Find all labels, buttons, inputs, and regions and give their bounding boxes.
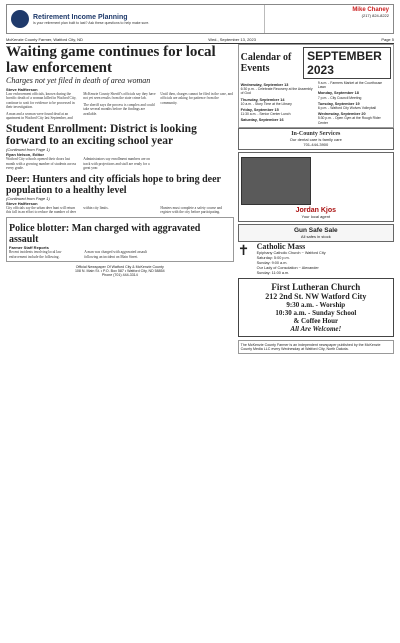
newspaper-footer bbox=[6, 265, 234, 277]
calendar-text: 7 p.m. - City Council Meeting bbox=[317, 95, 362, 100]
agent-ad-line: Your local agent bbox=[301, 213, 331, 219]
calendar-of-events bbox=[238, 44, 394, 128]
masthead-left: McKenzie County Farmer, Watford City, ND bbox=[6, 37, 83, 42]
right-column bbox=[238, 44, 394, 354]
police-body bbox=[9, 250, 231, 259]
catholic-line: Saturday: 5:00 p.m. bbox=[256, 255, 290, 260]
gun-safe-ad[interactable] bbox=[238, 224, 394, 242]
retirement-ad-title: Retirement Income Planning bbox=[33, 13, 128, 21]
church-address: 212 2nd St. NW Watford City bbox=[265, 291, 367, 301]
calendar-text: 6:30 p.m. - Celebrate Recovery at the Assembly of God bbox=[240, 87, 313, 96]
calendar-text: 10 a.m. - Story Time at the Library bbox=[240, 101, 292, 106]
retirement-ad-banner[interactable] bbox=[6, 4, 394, 34]
church-time: 9:30 a.m. - Worship bbox=[286, 300, 346, 309]
gun-ad-line: All safes in stock bbox=[300, 233, 331, 239]
agent-ad-name: Jordan Kjos bbox=[295, 206, 337, 214]
catholic-mass-listing bbox=[238, 242, 394, 276]
calendar-date: Thursday, September 14 bbox=[240, 97, 285, 102]
education-paragraph: Watford City schools opened their doors last month with a growing number of students across every grade. bbox=[6, 157, 77, 171]
retirement-ad-subtitle: Is your retirement plan built to last? Ask these questions to help make sure. bbox=[33, 20, 150, 25]
education-byline: Ryan Nelson, Editor bbox=[6, 152, 45, 158]
lead-subhead: Charges not yet filed in death of area woman bbox=[6, 76, 151, 85]
calendar-entry bbox=[241, 83, 314, 96]
church-tagline: All Are Welcome! bbox=[290, 324, 342, 333]
education-headline: Student Enrollment: District is looking forward to an exciting school year bbox=[6, 123, 197, 148]
lead-paragraph: The sheriff says the process is complex and could take several months before the findings are available. bbox=[83, 102, 155, 116]
calendar-month: SEPTEMBER 2023 bbox=[303, 47, 391, 79]
publisher-info: The McKenzie County Farmer is an independent newspaper published by the McKenzie County Media LLC every Wednesday at Watford City, North Dakota. bbox=[238, 340, 394, 354]
dental-ad[interactable] bbox=[238, 128, 394, 150]
calendar-text: 11:30 a.m. - Senior Center Lunch bbox=[240, 112, 291, 117]
calendar-entry bbox=[241, 98, 314, 106]
lead-paragraph: Law enforcement officials, known during the horrific death of a woman killed in Watford City, continue to wait for evidence to be processed in their investigation. bbox=[6, 92, 77, 110]
agent-ad[interactable] bbox=[238, 152, 394, 222]
deer-paragraph: City officials say the urban deer hunt will return this fall in an effort to reduce the number of deer within city limits. bbox=[6, 205, 109, 215]
catholic-line: Epiphany Catholic Church ~ Watford City bbox=[256, 250, 326, 255]
calendar-date: Wednesday, September 13 bbox=[240, 83, 289, 87]
masthead-center: Wed., September 13, 2023 bbox=[208, 37, 256, 42]
police-paragraph: A man was charged with aggravated assault following an incident on Main Street. bbox=[84, 250, 148, 259]
calendar-date: Saturday, September 16 bbox=[240, 118, 284, 123]
deer-body bbox=[6, 206, 234, 215]
deer-paragraph: Hunters must complete a safety course and register with the city before participating. bbox=[160, 205, 223, 215]
advisor-name: Mike Chaney bbox=[352, 7, 389, 13]
lead-body bbox=[6, 92, 234, 120]
calendar-title: Calendar of Events bbox=[240, 52, 292, 74]
dental-ad-line: Our dental care is family care bbox=[289, 136, 342, 142]
calendar-header bbox=[241, 47, 391, 79]
calendar-text: 6 p.m. - Watford City Wolves Volleyball bbox=[317, 106, 377, 111]
calendar-text: 9 a.m. - Farmers Market at the Courthouse Lawn bbox=[317, 81, 383, 90]
dental-ad-name: In-County Services bbox=[291, 130, 341, 137]
logo-icon bbox=[11, 10, 29, 28]
police-blotter bbox=[6, 217, 234, 262]
church-time: 10:30 a.m. - Sunday School bbox=[275, 308, 357, 317]
police-headline: Police blotter: Man charged with aggravated assault bbox=[9, 223, 201, 246]
deer-byline: Steve Halfterson bbox=[6, 200, 38, 206]
calendar-entry bbox=[318, 91, 391, 99]
lutheran-church-ad bbox=[238, 278, 394, 337]
calendar-entry bbox=[241, 108, 314, 116]
calendar-date: Wednesday, September 20 bbox=[317, 112, 366, 117]
police-paragraph: Recent incidents involving local law enforcement include the following. bbox=[9, 250, 62, 259]
cross-icon: ✝ bbox=[237, 242, 250, 259]
retirement-ad-contact bbox=[265, 5, 393, 33]
agent-photo bbox=[241, 157, 311, 205]
calendar-date: Friday, September 15 bbox=[240, 108, 279, 113]
calendar-date: Monday, September 18 bbox=[317, 91, 359, 96]
police-byline: Farmer Staff Reports bbox=[9, 245, 49, 251]
retirement-ad-left bbox=[7, 5, 265, 33]
footer-phone: Phone (701) 444-3314 bbox=[101, 273, 138, 278]
deer-headline: Deer: Hunters and city officials hope to bring deer population to a healthy level bbox=[6, 173, 221, 196]
lead-byline: Steve Halfterson bbox=[6, 87, 38, 92]
catholic-line: Our Lady of Consolation ~ Alexander bbox=[256, 265, 319, 270]
calendar-text: 5:30 p.m. - Open Gym at the Rough Rider Center bbox=[317, 116, 381, 125]
church-time: & Coffee Hour bbox=[293, 316, 339, 325]
catholic-line: Sunday: 9:00 a.m. bbox=[256, 260, 288, 265]
dental-ad-phone: 701-444-3900 bbox=[303, 141, 329, 147]
calendar-entries bbox=[241, 81, 391, 125]
education-body bbox=[6, 157, 234, 170]
calendar-entry bbox=[318, 102, 391, 110]
gun-ad-name: Gun Safe Sale bbox=[293, 226, 338, 234]
masthead-right: Page 5 bbox=[381, 37, 394, 42]
left-column bbox=[6, 44, 234, 354]
deer-continued: (Continued from Page 1) bbox=[6, 195, 50, 201]
church-name: First Lutheran Church bbox=[271, 281, 361, 292]
footer-name: Official Newspaper Of Watford City & McKenzie County bbox=[75, 265, 164, 270]
education-continued: (Continued from Page 1) bbox=[6, 147, 50, 153]
education-paragraph: Administrators say enrollment numbers are on track with projections and staff are ready for a great year. bbox=[83, 157, 150, 171]
calendar-entry bbox=[318, 112, 391, 125]
catholic-title: Catholic Mass bbox=[256, 241, 306, 251]
lead-paragraph: Until then, charges cannot be filed in the case, and officials are asking for patience from the community. bbox=[160, 92, 233, 105]
page-columns bbox=[6, 44, 394, 354]
lead-paragraph: A man and a woman were found dead at an apartment in Watford City last September, and McKenzie County Sheriff's officials say they have not yet seen results from the state crime lab. bbox=[6, 92, 156, 121]
catholic-line: Sunday: 11:00 a.m. bbox=[256, 270, 290, 275]
advisor-phone: (217) 824-8222 bbox=[361, 13, 389, 18]
footer-address: 108 N. Main St. • P.O. Box 587 • Watford City, ND 58854 bbox=[74, 269, 165, 274]
calendar-date: Tuesday, September 19 bbox=[317, 101, 360, 106]
lead-headline: Waiting game continues for local law enforcement bbox=[6, 44, 216, 76]
page-masthead bbox=[6, 36, 394, 44]
